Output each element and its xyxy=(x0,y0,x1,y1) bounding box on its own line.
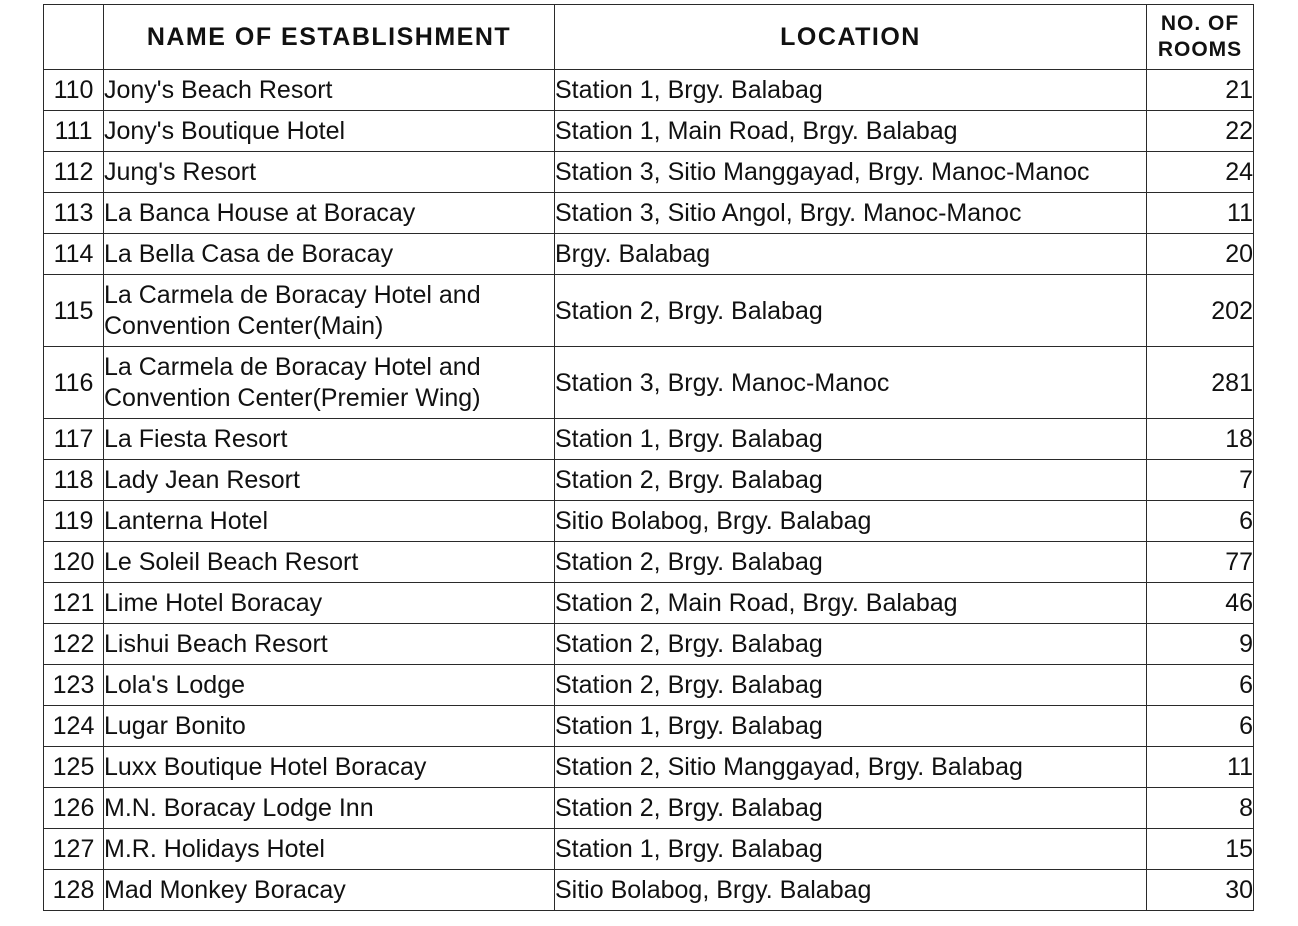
establishment-location: Station 1, Brgy. Balabag xyxy=(555,706,1147,747)
establishment-name: Jony's Boutique Hotel xyxy=(104,111,555,152)
establishment-location: Station 2, Main Road, Brgy. Balabag xyxy=(555,583,1147,624)
establishment-name: Jony's Beach Resort xyxy=(104,70,555,111)
establishment-name: Lady Jean Resort xyxy=(104,460,555,501)
establishment-name-line2: Convention Center(Premier Wing) xyxy=(104,383,481,412)
table-row xyxy=(44,111,1254,152)
row-number: 115 xyxy=(44,275,104,347)
establishment-location: Station 2, Brgy. Balabag xyxy=(555,542,1147,583)
establishment-location: Station 3, Sitio Manggayad, Brgy. Manoc-Manoc xyxy=(555,152,1147,193)
header-rooms-line2: ROOMS xyxy=(1157,38,1243,61)
establishment-name: La Fiesta Resort xyxy=(104,419,555,460)
room-count: 6 xyxy=(1147,706,1254,747)
room-count: 15 xyxy=(1147,829,1254,870)
header-row xyxy=(44,5,1254,70)
table-row xyxy=(44,501,1254,542)
room-count: 18 xyxy=(1147,419,1254,460)
establishment-location: Sitio Bolabog, Brgy. Balabag xyxy=(555,501,1147,542)
table-row xyxy=(44,275,1254,347)
row-number: 124 xyxy=(44,706,104,747)
row-number: 127 xyxy=(44,829,104,870)
table-row xyxy=(44,583,1254,624)
establishment-location: Station 2, Brgy. Balabag xyxy=(555,624,1147,665)
row-number: 110 xyxy=(44,70,104,111)
table-row xyxy=(44,624,1254,665)
establishment-location: Station 2, Sitio Manggayad, Brgy. Balabag xyxy=(555,747,1147,788)
establishment-location: Station 1, Main Road, Brgy. Balabag xyxy=(555,111,1147,152)
room-count: 77 xyxy=(1147,542,1254,583)
row-number: 123 xyxy=(44,665,104,706)
table-row xyxy=(44,788,1254,829)
table-row xyxy=(44,347,1254,419)
header-name: NAME OF ESTABLISHMENT xyxy=(104,5,555,70)
table-row xyxy=(44,542,1254,583)
room-count: 11 xyxy=(1147,193,1254,234)
row-number: 125 xyxy=(44,747,104,788)
row-number: 119 xyxy=(44,501,104,542)
header-rooms-line1: NO. OF xyxy=(1160,12,1240,35)
room-count: 202 xyxy=(1147,275,1254,347)
row-number: 120 xyxy=(44,542,104,583)
establishment-location: Station 1, Brgy. Balabag xyxy=(555,70,1147,111)
row-number: 126 xyxy=(44,788,104,829)
establishment-location: Station 3, Brgy. Manoc-Manoc xyxy=(555,347,1147,419)
establishment-name xyxy=(104,275,555,347)
room-count: 22 xyxy=(1147,111,1254,152)
establishment-name: La Bella Casa de Boracay xyxy=(104,234,555,275)
establishment-name-line1: La Carmela de Boracay Hotel and xyxy=(104,280,481,309)
establishment-location: Brgy. Balabag xyxy=(555,234,1147,275)
row-number: 121 xyxy=(44,583,104,624)
table-row xyxy=(44,234,1254,275)
room-count: 30 xyxy=(1147,870,1254,911)
room-count: 281 xyxy=(1147,347,1254,419)
header-number xyxy=(44,5,104,70)
table-row xyxy=(44,152,1254,193)
row-number: 116 xyxy=(44,347,104,419)
establishments-table xyxy=(43,4,1254,911)
establishment-location: Station 2, Brgy. Balabag xyxy=(555,788,1147,829)
establishment-name xyxy=(104,347,555,419)
table-row xyxy=(44,747,1254,788)
room-count: 6 xyxy=(1147,501,1254,542)
establishment-location: Station 1, Brgy. Balabag xyxy=(555,419,1147,460)
row-number: 122 xyxy=(44,624,104,665)
table-row xyxy=(44,460,1254,501)
establishment-location: Sitio Bolabog, Brgy. Balabag xyxy=(555,870,1147,911)
room-count: 20 xyxy=(1147,234,1254,275)
row-number: 112 xyxy=(44,152,104,193)
establishment-name: Le Soleil Beach Resort xyxy=(104,542,555,583)
room-count: 11 xyxy=(1147,747,1254,788)
room-count: 9 xyxy=(1147,624,1254,665)
establishment-location: Station 2, Brgy. Balabag xyxy=(555,460,1147,501)
establishment-name: Lanterna Hotel xyxy=(104,501,555,542)
row-number: 113 xyxy=(44,193,104,234)
table-row xyxy=(44,706,1254,747)
room-count: 8 xyxy=(1147,788,1254,829)
room-count: 7 xyxy=(1147,460,1254,501)
row-number: 128 xyxy=(44,870,104,911)
header-location: LOCATION xyxy=(555,5,1147,70)
establishment-name: La Banca House at Boracay xyxy=(104,193,555,234)
establishment-name-line1: La Carmela de Boracay Hotel and xyxy=(104,352,481,381)
establishment-name: Mad Monkey Boracay xyxy=(104,870,555,911)
row-number: 114 xyxy=(44,234,104,275)
establishment-name: Lola's Lodge xyxy=(104,665,555,706)
establishment-name: Luxx Boutique Hotel Boracay xyxy=(104,747,555,788)
table-row xyxy=(44,665,1254,706)
table-row xyxy=(44,70,1254,111)
room-count: 21 xyxy=(1147,70,1254,111)
row-number: 118 xyxy=(44,460,104,501)
establishment-location: Station 3, Sitio Angol, Brgy. Manoc-Manoc xyxy=(555,193,1147,234)
establishment-location: Station 2, Brgy. Balabag xyxy=(555,275,1147,347)
table-row xyxy=(44,193,1254,234)
room-count: 24 xyxy=(1147,152,1254,193)
header-rooms xyxy=(1147,5,1254,70)
room-count: 46 xyxy=(1147,583,1254,624)
table-row xyxy=(44,419,1254,460)
establishment-name-line2: Convention Center(Main) xyxy=(104,311,384,340)
table-row xyxy=(44,870,1254,911)
row-number: 117 xyxy=(44,419,104,460)
establishment-location: Station 2, Brgy. Balabag xyxy=(555,665,1147,706)
establishment-name: Lime Hotel Boracay xyxy=(104,583,555,624)
establishment-name: M.R. Holidays Hotel xyxy=(104,829,555,870)
table-row xyxy=(44,829,1254,870)
establishment-name: Jung's Resort xyxy=(104,152,555,193)
establishment-name: M.N. Boracay Lodge Inn xyxy=(104,788,555,829)
establishment-name: Lishui Beach Resort xyxy=(104,624,555,665)
row-number: 111 xyxy=(44,111,104,152)
establishment-name: Lugar Bonito xyxy=(104,706,555,747)
room-count: 6 xyxy=(1147,665,1254,706)
establishment-location: Station 1, Brgy. Balabag xyxy=(555,829,1147,870)
